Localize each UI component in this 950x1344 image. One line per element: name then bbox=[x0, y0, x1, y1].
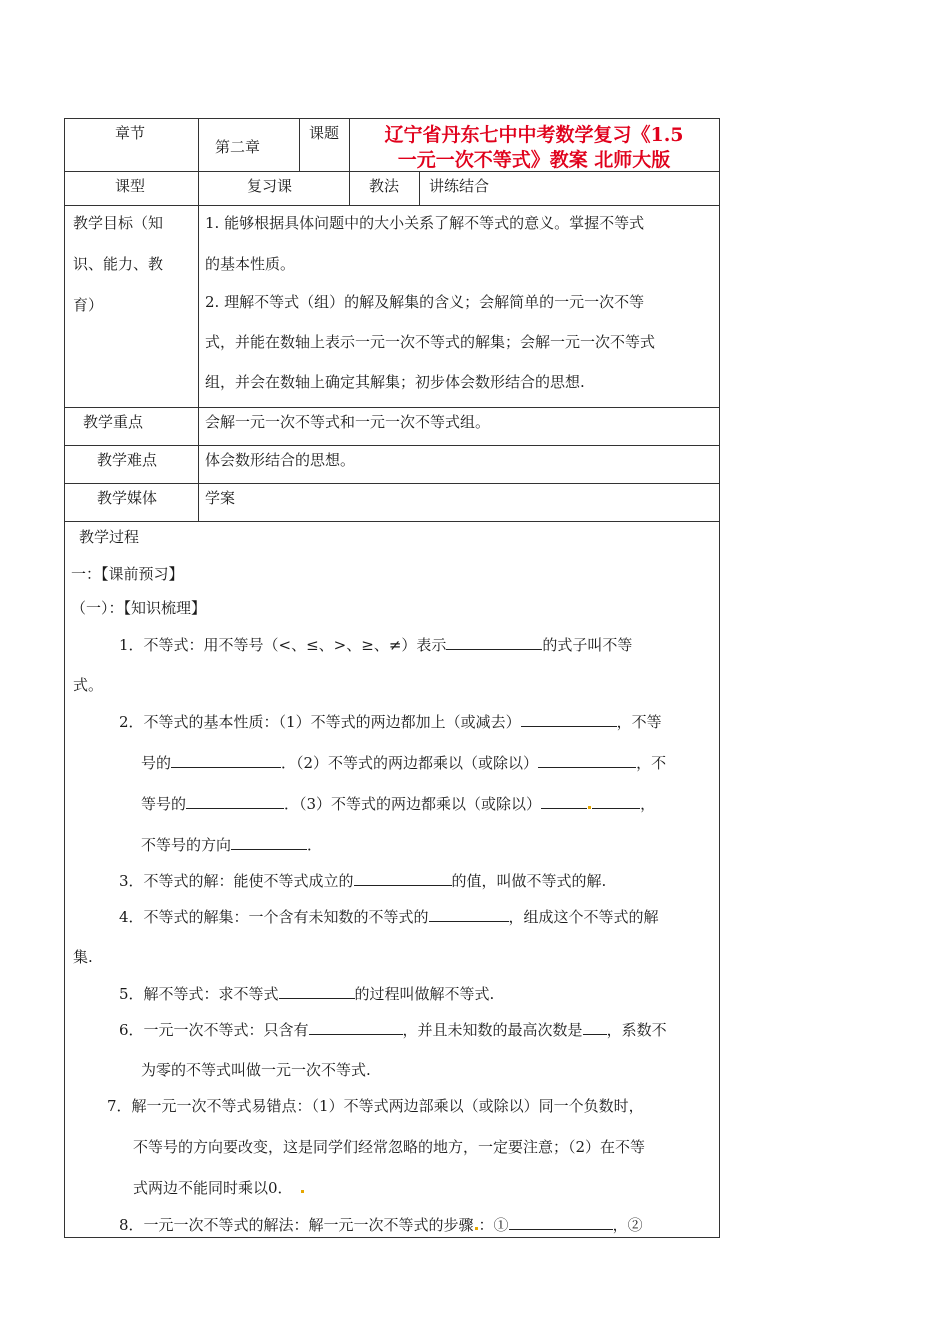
fill-blank[interactable] bbox=[279, 983, 355, 999]
fill-blank[interactable] bbox=[354, 870, 452, 886]
item-7: 7．解一元一次不等式易错点：（1）不等式两边部乘以（或除以）同一个负数时， bbox=[107, 1097, 644, 1115]
column-divider bbox=[198, 119, 199, 521]
item-1: 1．不等式：用不等号（<、≤、>、≥、≠）表示 的式子叫不等 bbox=[119, 636, 633, 654]
item-1-continued: 式。 bbox=[73, 676, 104, 694]
method-value: 讲练结合 bbox=[429, 177, 490, 195]
column-divider bbox=[349, 171, 350, 205]
column-divider bbox=[349, 119, 350, 171]
item-2-line-3: 等号的 ．（3）不等式的两边都乘以（或除以） ， bbox=[141, 795, 656, 813]
marker-dot-icon bbox=[588, 806, 591, 809]
fill-blank[interactable] bbox=[538, 752, 636, 768]
row-divider bbox=[65, 407, 719, 408]
goal-line: 1. 能够根据具体问题中的大小关系了解不等式的意义。掌握不等式 bbox=[205, 214, 645, 232]
item-4: 4．不等式的解集：一个含有未知数的不等式的 ，组成这个不等式的解 bbox=[119, 908, 659, 926]
item-2: 2．不等式的基本性质：（1）不等式的两边都加上（或减去） ，不等 bbox=[119, 713, 662, 731]
goal-line: 式，并能在数轴上表示一元一次不等式的解集；会解一元一次不等式 bbox=[205, 333, 656, 351]
fill-blank[interactable] bbox=[509, 1214, 613, 1230]
media-label: 教学媒体 bbox=[97, 489, 158, 507]
type-label: 课型 bbox=[115, 177, 146, 195]
item-3: 3．不等式的解：能使不等式成立的 的值，叫做不等式的解. bbox=[119, 872, 607, 890]
section-heading: 一：【课前预习】 bbox=[71, 565, 184, 583]
row-divider bbox=[65, 205, 719, 206]
marker-dot-icon bbox=[301, 1190, 304, 1193]
fill-blank[interactable] bbox=[429, 906, 509, 922]
item-5: 5．解不等式：求不等式 的过程叫做解不等式. bbox=[119, 985, 495, 1003]
fill-blank[interactable] bbox=[541, 793, 587, 809]
marker-dot-icon bbox=[475, 1227, 478, 1230]
fill-blank[interactable] bbox=[171, 752, 281, 768]
title-line-2: 一元一次不等式》教案 北师大版 bbox=[397, 149, 671, 171]
item-7-line-2: 不等号的方向要改变，这是同学们经常忽略的地方，一定要注意；（2）在不等 bbox=[133, 1138, 646, 1156]
chapter-label: 章节 bbox=[115, 124, 146, 142]
row-divider bbox=[65, 521, 719, 522]
row-divider bbox=[65, 483, 719, 484]
fill-blank[interactable] bbox=[446, 634, 542, 650]
document-title bbox=[353, 123, 715, 173]
fill-blank[interactable] bbox=[592, 793, 640, 809]
goals-label-line-2: 识、能力、教 bbox=[73, 255, 164, 273]
focus-value: 会解一元一次不等式和一元一次不等式组。 bbox=[205, 413, 491, 431]
item-6-continued: 为零的不等式叫做一元一次不等式. bbox=[141, 1061, 371, 1079]
goal-line: 的基本性质。 bbox=[205, 255, 296, 273]
chapter-value: 第二章 bbox=[215, 138, 261, 156]
goals-label-line-1: 教学目标（知 bbox=[73, 214, 164, 232]
title-line-1: 辽宁省丹东七中中考数学复习《1.5 bbox=[384, 124, 684, 146]
item-4-continued: 集. bbox=[73, 948, 93, 966]
item-7-line-3: 式两边不能同时乘以0． bbox=[133, 1178, 305, 1198]
focus-label: 教学重点 bbox=[83, 413, 144, 431]
column-divider bbox=[419, 171, 420, 205]
fill-blank[interactable] bbox=[309, 1019, 403, 1035]
goals-label-line-3: 育） bbox=[73, 296, 104, 314]
type-value: 复习课 bbox=[247, 177, 293, 195]
goal-line: 2. 理解不等式（组）的解及解集的含义；会解简单的一元一次不等 bbox=[205, 293, 645, 311]
subsection-heading: （一）：【知识梳理】 bbox=[71, 599, 207, 617]
goal-line: 组，并会在数轴上确定其解集；初步体会数形结合的思想. bbox=[205, 373, 585, 391]
item-8: 8．一元一次不等式的解法：解一元一次不等式的步骤 ：① ，② bbox=[119, 1216, 643, 1234]
difficulty-label: 教学难点 bbox=[97, 451, 158, 469]
method-label: 教法 bbox=[369, 177, 400, 195]
fill-blank[interactable] bbox=[231, 834, 307, 850]
process-heading: 教学过程 bbox=[79, 528, 140, 546]
fill-blank[interactable] bbox=[186, 793, 284, 809]
lesson-plan-table bbox=[64, 118, 720, 1238]
item-2-line-4: 不等号的方向 ． bbox=[141, 836, 323, 854]
media-value: 学案 bbox=[205, 489, 236, 507]
fill-blank[interactable] bbox=[521, 711, 617, 727]
fill-blank[interactable] bbox=[583, 1019, 607, 1035]
difficulty-value: 体会数形结合的思想。 bbox=[205, 451, 356, 469]
row-divider bbox=[65, 445, 719, 446]
item-2-line-2: 号的 ．（2）不等式的两边都乘以（或除以） ，不 bbox=[141, 754, 667, 772]
topic-label: 课题 bbox=[308, 124, 339, 142]
item-6: 6．一元一次不等式：只含有 ，并且未知数的最高次数是 ，系数不 bbox=[119, 1021, 667, 1039]
